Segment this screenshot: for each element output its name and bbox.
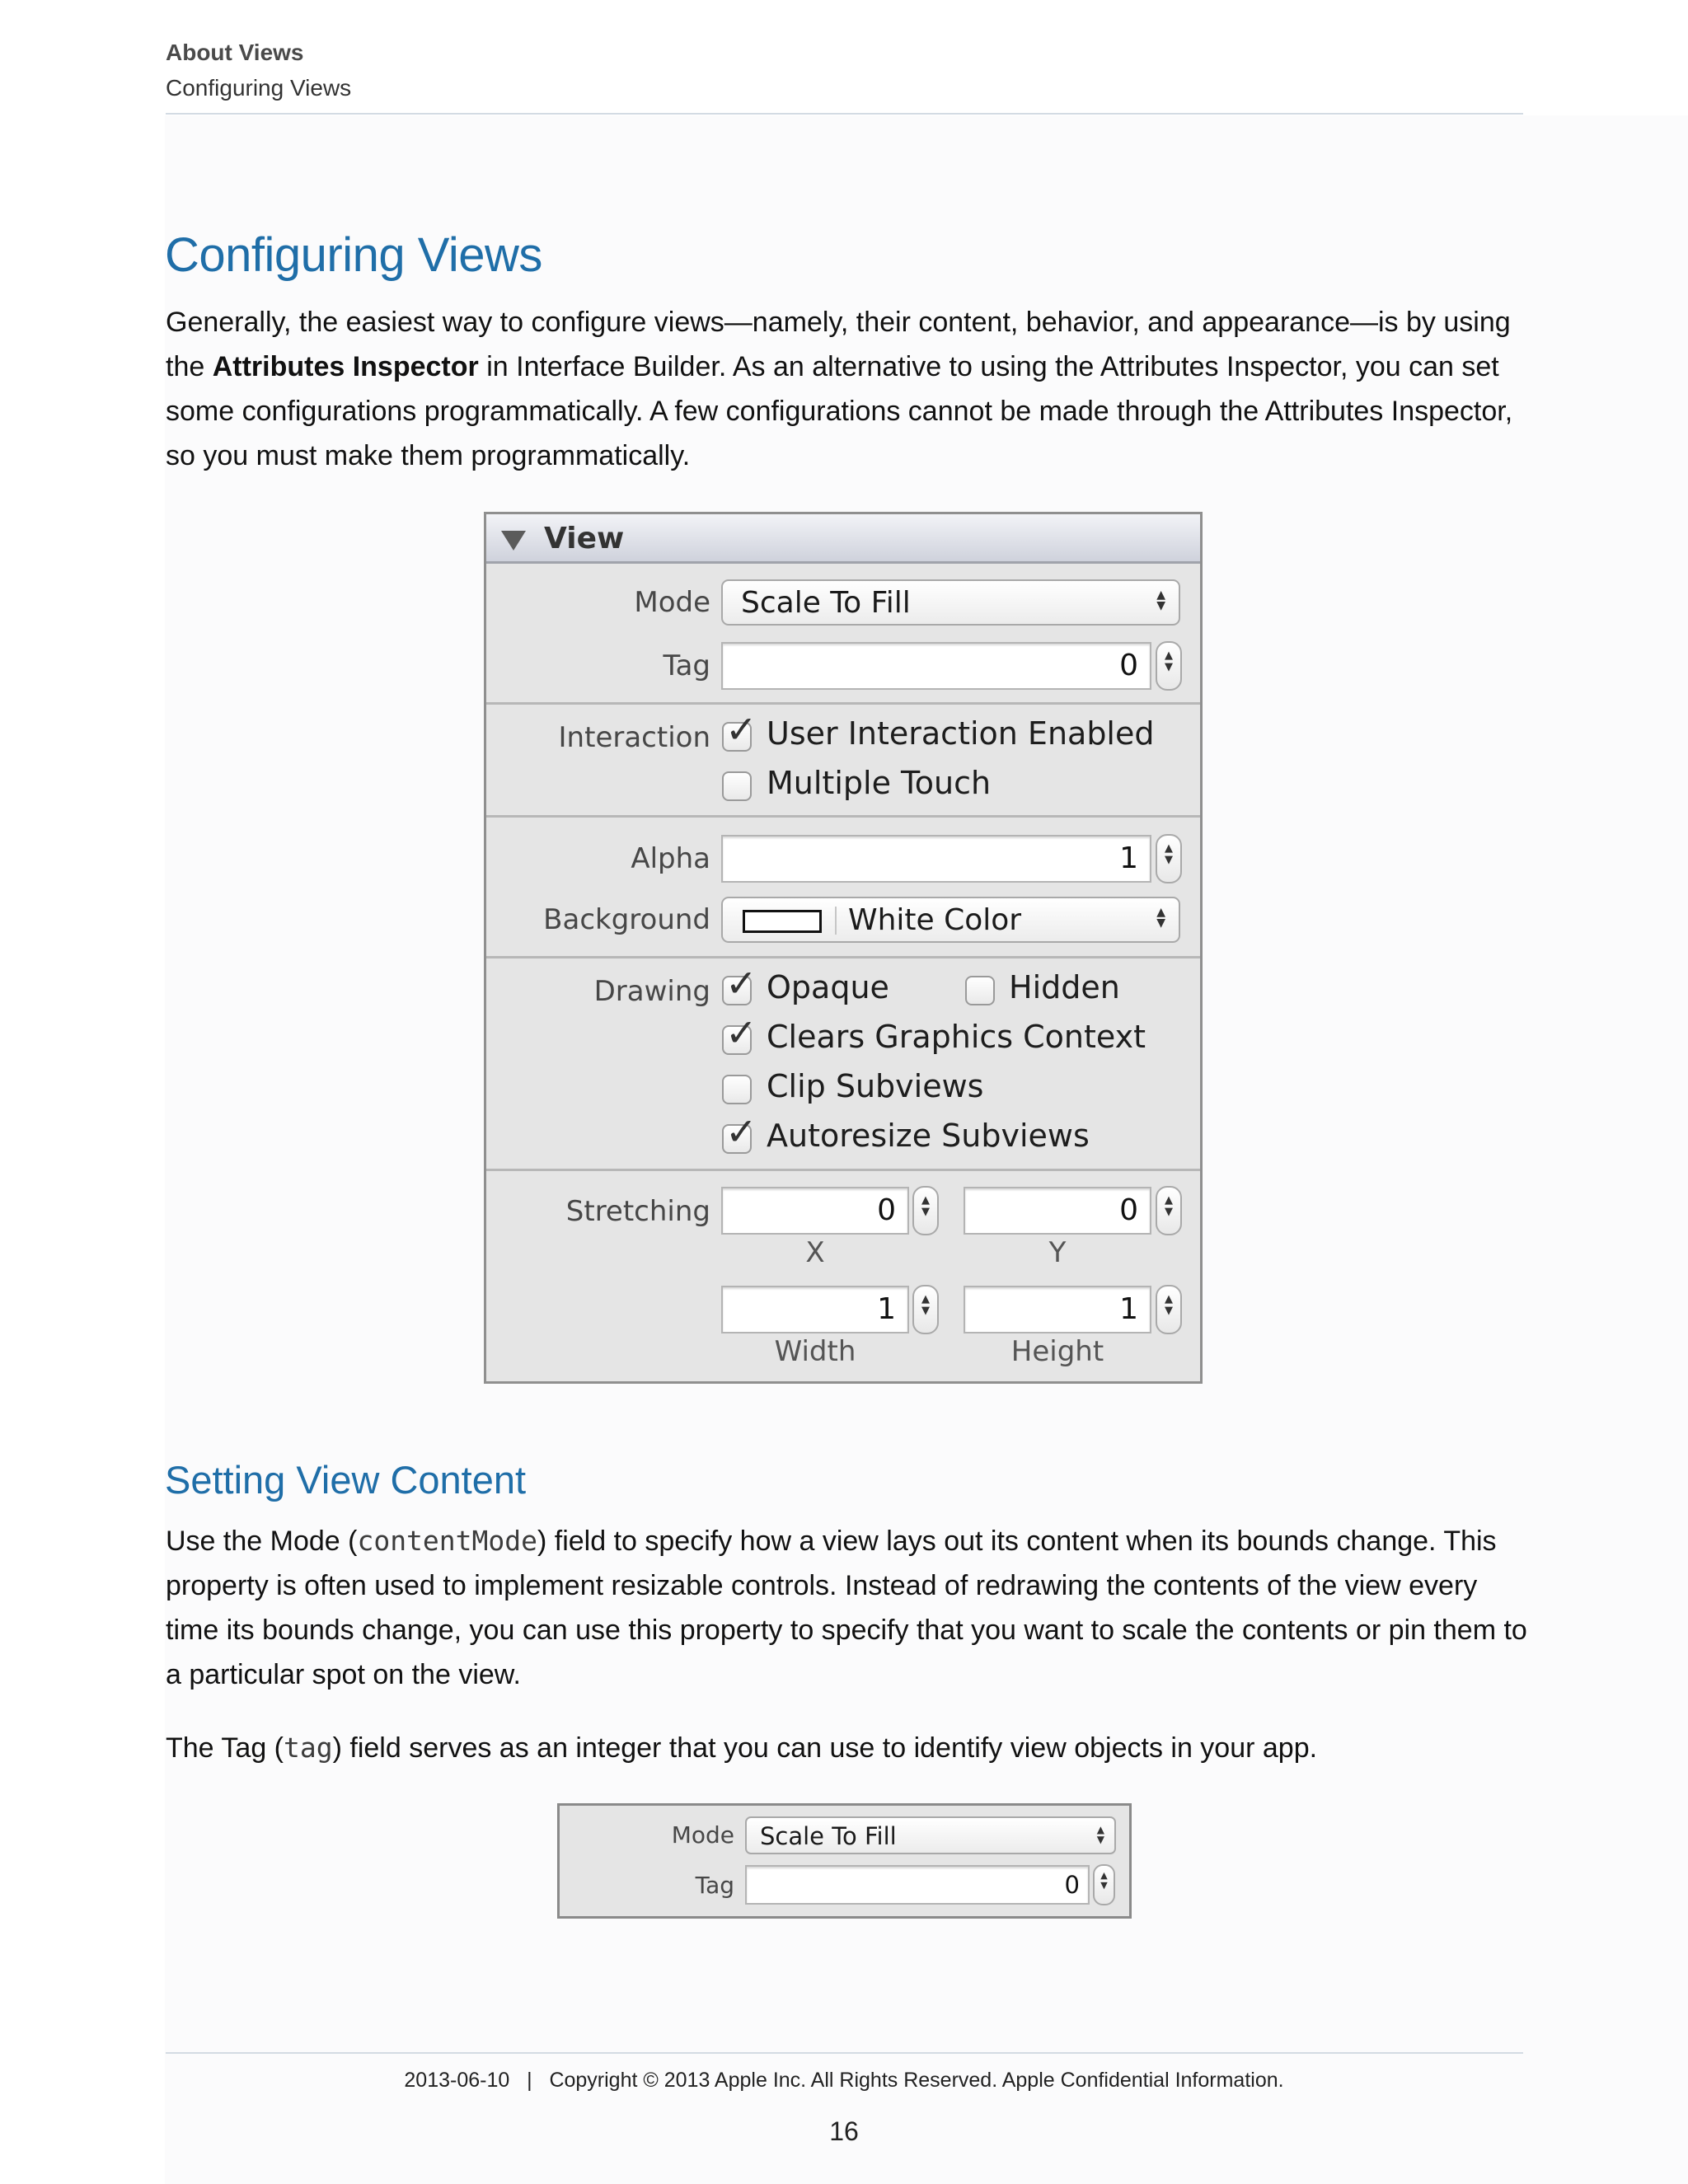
checkmark-icon: ✓ (725, 961, 757, 1005)
mode-label: Mode (634, 586, 710, 619)
popup-arrows-icon: ▲ ▼ (1096, 1824, 1104, 1845)
view-section-header[interactable] (486, 514, 1200, 564)
stretching-x-stepper[interactable]: ▲ ▼ (912, 1186, 939, 1235)
stretching-width-stepper[interactable]: ▲ ▼ (912, 1285, 939, 1334)
page-number: 16 (829, 2116, 859, 2146)
stretching-height-caption: Height (1010, 1335, 1104, 1368)
footer-copyright: 2013-06-10 | Copyright © 2013 Apple Inc. All Rights Reserved. Apple Confidential Information. (404, 2069, 1284, 2092)
footer-rule (166, 2052, 1523, 2054)
attributes-inspector-term: Attributes Inspector (212, 351, 479, 382)
stretching-height-value: 1 (1119, 1292, 1138, 1326)
mini-mode-label: Mode (671, 1821, 734, 1849)
mini-tag-field-value: 0 (1064, 1871, 1080, 1899)
background-color-popup[interactable] (721, 897, 1180, 943)
checkmark-icon: ✓ (725, 1109, 757, 1154)
view-section-title: View (544, 522, 625, 555)
hidden-checkbox[interactable] (965, 976, 995, 1005)
intro-text-1: Generally, the easiest way to configure views—namely, their content, behavior, and appearance—is by using the (166, 307, 1511, 382)
background-color-value: White Color (848, 903, 1022, 937)
alpha-field-value: 1 (1119, 841, 1138, 875)
hidden-label: Hidden (1009, 969, 1120, 1005)
swatch-divider (835, 907, 837, 935)
mini-mode-popup-value: Scale To Fill (760, 1822, 897, 1850)
mini-mode-popup[interactable] (745, 1816, 1116, 1854)
tag-paragraph (166, 1726, 1534, 1770)
popup-arrows-icon: ▲ ▼ (1156, 588, 1165, 612)
tag-text-2: ) field serves as an integer that you can use to identify view objects in your app. (332, 1732, 1318, 1764)
tag-text-1: The Tag ( (166, 1732, 284, 1764)
opaque-label: Opaque (767, 969, 889, 1005)
clip-subviews-label: Clip Subviews (767, 1068, 984, 1104)
stretching-width-value: 1 (877, 1292, 896, 1326)
stretching-height-stepper[interactable]: ▲ ▼ (1156, 1285, 1182, 1334)
content-mode-paragraph (166, 1519, 1534, 1697)
alpha-label: Alpha (631, 842, 710, 875)
stretching-width-field[interactable] (721, 1286, 909, 1333)
autoresize-subviews-label: Autoresize Subviews (767, 1118, 1090, 1154)
running-header-chapter: About Views (166, 40, 304, 65)
stretching-y-caption: Y (1048, 1236, 1067, 1269)
background-label: Background (543, 903, 710, 936)
section-separator (486, 956, 1200, 958)
stretching-label: Stretching (565, 1195, 710, 1228)
user-interaction-enabled-label: User Interaction Enabled (767, 715, 1155, 752)
stretching-x-field[interactable] (721, 1187, 909, 1235)
page-title: Configuring Views (165, 228, 542, 282)
mini-tag-field[interactable] (745, 1865, 1090, 1905)
section-separator (486, 815, 1200, 818)
attributes-inspector-view-panel (484, 512, 1203, 1384)
intro-paragraph (166, 300, 1534, 478)
checkmark-icon: ✓ (725, 707, 757, 752)
opaque-checkbox[interactable] (722, 961, 757, 1005)
intro-text-2: in Interface Builder. As an alternative to using the Attributes Inspector, you can set some configurations programmatically. A few configurations cannot be made through the Attributes Inspector, so you must make them programmatically. (166, 351, 1513, 471)
disclosure-triangle-icon[interactable] (501, 531, 526, 551)
multiple-touch-label: Multiple Touch (767, 765, 992, 801)
section-separator (486, 702, 1200, 705)
stretching-height-field[interactable] (964, 1286, 1151, 1333)
section-separator (486, 1169, 1200, 1171)
mode-popup-value: Scale To Fill (741, 586, 911, 620)
running-header-section: Configuring Views (166, 75, 352, 101)
autoresize-subviews-checkbox[interactable] (722, 1109, 757, 1154)
mini-tag-label: Tag (695, 1872, 734, 1899)
mode-popup[interactable] (721, 579, 1180, 626)
content-mode-text-2: ) field to specify how a view lays out its content when its bounds change. This property is often used to implement resizable controls. Instead of redrawing the contents of the view every time its bounds change, you can use this property to specify that you want to scale the contents or pin them to a particular spot on the view. (166, 1526, 1527, 1690)
header-rule (166, 113, 1523, 115)
alpha-stepper[interactable]: ▲ ▼ (1156, 834, 1182, 883)
multiple-touch-checkbox[interactable] (722, 771, 752, 801)
color-swatch (743, 910, 822, 933)
alpha-field[interactable] (721, 835, 1151, 883)
content-mode-code: contentMode (357, 1525, 537, 1557)
tag-field-value: 0 (1119, 649, 1138, 682)
tag-stepper[interactable]: ▲ ▼ (1156, 641, 1182, 691)
popup-arrows-icon: ▲ ▼ (1156, 906, 1165, 930)
mode-tag-inspector-panel (557, 1803, 1132, 1919)
checkmark-icon: ✓ (725, 1010, 757, 1055)
content-mode-text-1: Use the Mode ( (166, 1526, 358, 1557)
stretching-y-field[interactable] (964, 1187, 1151, 1235)
interaction-label: Interaction (558, 721, 710, 754)
stretching-x-caption: X (805, 1236, 825, 1269)
tag-label: Tag (663, 649, 710, 682)
tag-code: tag (284, 1732, 333, 1764)
tag-field[interactable] (721, 642, 1151, 690)
drawing-label: Drawing (593, 975, 710, 1008)
mini-tag-stepper[interactable]: ▲ ▼ (1093, 1864, 1115, 1905)
section-heading: Setting View Content (165, 1458, 527, 1502)
user-interaction-enabled-checkbox[interactable] (722, 707, 757, 752)
stretching-y-stepper[interactable]: ▲ ▼ (1156, 1186, 1182, 1235)
clears-graphics-context-label: Clears Graphics Context (767, 1019, 1146, 1055)
stretching-width-caption: Width (774, 1335, 856, 1368)
stretching-y-value: 0 (1119, 1193, 1138, 1227)
clears-graphics-context-checkbox[interactable] (722, 1010, 757, 1055)
clip-subviews-checkbox[interactable] (722, 1075, 752, 1104)
stretching-x-value: 0 (877, 1193, 896, 1227)
